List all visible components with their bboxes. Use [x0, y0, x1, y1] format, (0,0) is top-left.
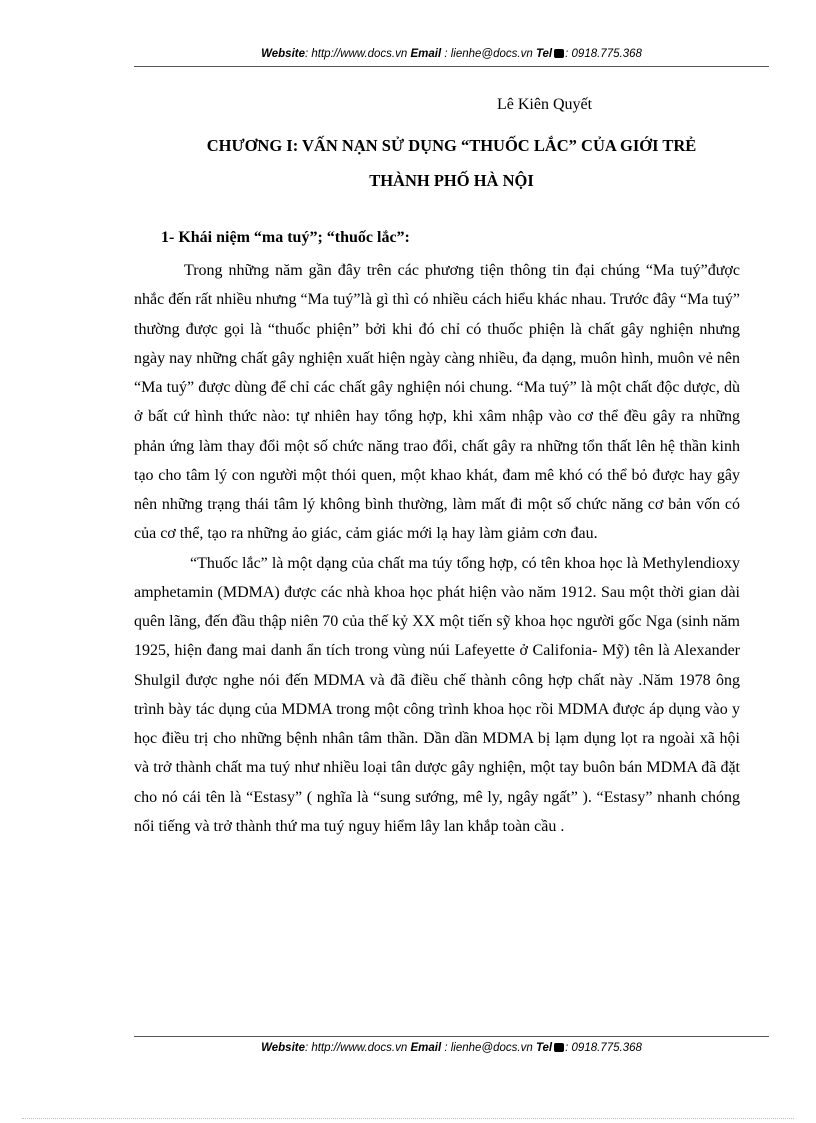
header-website-value: : http://www.docs.vn	[305, 48, 411, 60]
header-rule	[134, 66, 769, 67]
header-email-value: : lienhe@docs.vn	[441, 48, 536, 60]
chapter-title-line2: THÀNH PHỐ HÀ NỘI	[369, 171, 534, 190]
paragraph: Trong những năm gần đây trên các phương tiện thông tin đại chúng “Ma tuý”được nhắc đến rất nhiều nhưng “Ma tuý”là gì thì có nhiều cách hiểu khác nhau. Trước đây “Ma tuý” thường được gọi là “thuốc phiện” bởi khi đó chỉ có thuốc phiện là chất gây nghiện nhưng ngày nay những chất gây nghiện xuất hiện ngày càng nhiều, đa dạng, muôn hình, muôn vẻ nên “Ma tuý” được dùng để chỉ các chất gây nghiện nói chung. “Ma tuý” là một chất độc dược, dù ở bất cứ hình thức nào: tự nhiên hay tổng hợp, khi xâm nhập vào cơ thể đều gây ra những phản ứng làm thay đổi một số chức năng trao đổi, chất gây ra những tổn thất lên hệ thần kinh tạo cho tâm lý con người một thói quen, một khao khát, đam mê khó có thể bỏ được hay gây nên những trạng thái tâm lý không bình thường, làm mất đi một số chức năng cơ bản vốn có của cơ thể, tạo ra những ảo giác, cảm giác mới lạ hay làm giảm cơn đau.	[134, 262, 740, 543]
author-name: Lê Kiên Quyết	[497, 96, 593, 113]
header-website-label: Website	[261, 48, 305, 60]
section-heading: 1- Khái niệm “ma tuý”; “thuốc lắc”:	[161, 229, 410, 246]
chapter-title	[134, 128, 769, 198]
footer-email-value: : lienhe@docs.vn	[441, 1042, 536, 1054]
telephone-icon	[554, 49, 564, 58]
telephone-icon	[554, 1043, 564, 1052]
footer-rule	[134, 1036, 769, 1037]
header-email-label: Email	[410, 48, 442, 60]
header-tel-label: Tel	[535, 48, 553, 60]
footer-email-label: Email	[410, 1042, 442, 1054]
footer-tel-value: : 0918.775.368	[565, 1042, 642, 1054]
footer-tel-label: Tel	[535, 1042, 553, 1054]
footer-website-label: Website	[261, 1042, 305, 1054]
body-text	[134, 256, 740, 841]
chapter-title-line1: CHƯƠNG I: VẤN NẠN SỬ DỤNG “THUỐC LẮC” CỦA GIỚI TRẺ	[206, 136, 697, 155]
footer-website-value: : http://www.docs.vn	[305, 1042, 411, 1054]
paragraph: “Thuốc lắc” là một dạng của chất ma túy tổng hợp, có tên khoa học là Methylendioxy amphetamin (MDMA) được các nhà khoa học phát hiện vào năm 1912. Sau một thời gian dài quên lãng, đến đầu thập niên 70 của thế kỷ XX một tiến sỹ khoa học người gốc Nga (sinh năm 1925, hiện đang mai danh ẩn tích trong vùng núi Lafeyette ở Califonia- Mỹ) tên là Alexander Shulgil được nghe nói đến MDMA và đã điều chế thành công hợp chất này .Năm 1978 ông trình bày tác dụng của MDMA trong một công trình khoa học rồi MDMA được áp dụng vào y học điều trị cho những bệnh nhân tâm thần. Dần dần MDMA bị lạm dụng lọt ra ngoài xã hội và trở thành chất ma tuý như nhiều loại tân dược gây nghiện, một tay buôn bán MDMA đã đặt cho nó cái tên là “Estasy” ( nghĩa là “sung sướng, mê ly, ngây ngất” ). “Estasy” nhanh chóng nổi tiếng và trở thành thứ ma tuý nguy hiểm lây lan khắp toàn cầu .	[134, 554, 740, 835]
page-footer	[134, 1042, 769, 1054]
page-boundary	[22, 1118, 794, 1119]
page-header	[134, 48, 769, 60]
header-tel-value: : 0918.775.368	[565, 48, 642, 60]
